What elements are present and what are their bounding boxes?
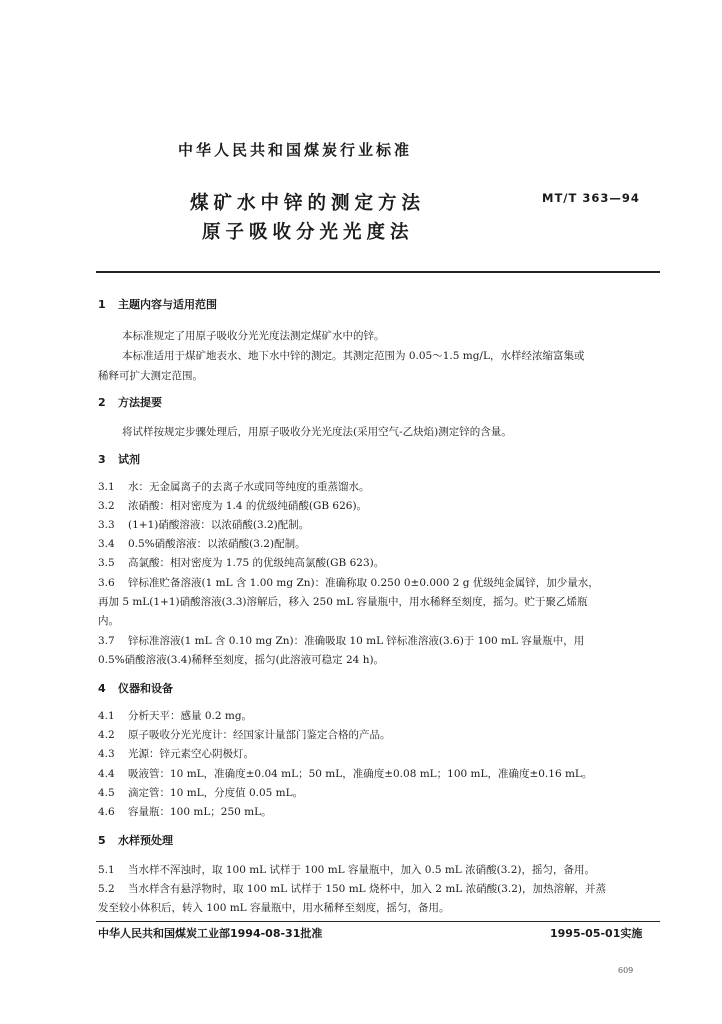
- item-text: 浓硝酸：相对密度为 1.4 的优级纯硝酸(GB 626)。: [128, 500, 368, 512]
- section-1-title: 主题内容与适用范围: [118, 298, 217, 311]
- issuing-organization: 中华人民共和国煤炭行业标准: [178, 141, 413, 159]
- item-number: 5.1: [98, 864, 115, 876]
- standard-code: MT/T 363—94: [542, 191, 640, 205]
- item-text: 光源：锌元素空心阴极灯。: [128, 748, 254, 760]
- list-item: [98, 804, 272, 819]
- list-item: [98, 575, 599, 590]
- header-divider: [96, 271, 660, 273]
- item-text: 当水样不浑浊时，取 100 mL 试样于 100 mL 容量瓶中，加入 0.5 mL 浓硝酸(3.2)，摇匀，备用。: [128, 864, 595, 876]
- item-number: 3.3: [98, 519, 115, 531]
- item-text: 容量瓶：100 mL；250 mL。: [128, 806, 272, 818]
- section-5-title: 水样预处理: [118, 834, 173, 847]
- item-text: 吸液管：10 mL，准确度±0.04 mL；50 mL，准确度±0.08 mL；100 mL，准确度±0.16 mL。: [128, 768, 593, 780]
- section-4-number: 4: [98, 682, 106, 695]
- list-item-continuation: 内。: [98, 615, 119, 627]
- section-3-heading: [98, 451, 140, 467]
- list-item: [98, 498, 367, 513]
- section-1-heading: [98, 296, 217, 312]
- section-1-number: 1: [98, 298, 106, 311]
- list-item: [98, 536, 306, 551]
- item-number: 3.6: [98, 577, 115, 589]
- section-4-heading: [98, 680, 173, 696]
- section-2-title: 方法提要: [118, 396, 162, 409]
- list-item: [98, 479, 370, 494]
- list-item: [98, 785, 303, 800]
- item-text: 当水样含有悬浮物时，取 100 mL 试样于 150 mL 烧杯中，加入 2 mL 浓硝酸(3.2)，加热溶解，并蒸: [128, 883, 606, 895]
- section-2-heading: [98, 394, 162, 410]
- list-item: [98, 727, 391, 742]
- item-number: 4.5: [98, 787, 115, 799]
- item-text: 高氯酸：相对密度为 1.75 的优级纯高氯酸(GB 623)。: [128, 557, 385, 569]
- item-number: 5.2: [98, 883, 115, 895]
- section-2-para-1: 将试样按规定步骤处理后，用原子吸收分光光度法(采用空气-乙炔焰)测定锌的含量。: [122, 426, 512, 438]
- item-number: 3.7: [98, 635, 115, 647]
- list-item: [98, 708, 252, 723]
- item-number: 4.4: [98, 768, 115, 780]
- section-1-para-2-cont: 稀释可扩大测定范围。: [98, 370, 203, 382]
- section-3-number: 3: [98, 453, 106, 466]
- item-number: 3.5: [98, 557, 115, 569]
- list-item: [98, 881, 606, 896]
- item-number: 4.6: [98, 806, 115, 818]
- item-number: 4.2: [98, 729, 115, 741]
- list-item-continuation: 0.5%硝酸溶液(3.4)稀释至刻度，摇匀(此溶液可稳定 24 h)。: [98, 654, 385, 666]
- implementation-date: 1995-05-01实施: [550, 927, 643, 940]
- approval-line: 中华人民共和国煤炭工业部1994-08-31批准: [98, 927, 323, 940]
- section-5-number: 5: [98, 834, 106, 847]
- section-2-number: 2: [98, 396, 106, 409]
- item-number: 3.2: [98, 500, 115, 512]
- item-text: 锌标准贮备溶液(1 mL 含 1.00 mg Zn)：准确称取 0.250 0±0.000 2 g 优级纯金属锌，加少量水，: [128, 577, 599, 589]
- list-item: [98, 766, 592, 781]
- page-number: 609: [618, 966, 634, 975]
- list-item: [98, 517, 309, 532]
- section-5-heading: [98, 832, 173, 848]
- item-text: 锌标准溶液(1 mL 含 0.10 mg Zn)：准确吸取 10 mL 锌标准溶液(3.6)于 100 mL 容量瓶中，用: [128, 635, 585, 647]
- item-text: 原子吸收分光光度计：经国家计量部门鉴定合格的产品。: [128, 729, 391, 741]
- section-3-title: 试剂: [118, 453, 140, 466]
- list-item: [98, 633, 584, 648]
- list-item: [98, 862, 595, 877]
- document-title-line-1: 煤矿水中锌的测定方法: [190, 193, 426, 214]
- item-text: 分析天平：感量 0.2 mg。: [128, 710, 253, 722]
- item-number: 3.4: [98, 538, 115, 550]
- item-number: 3.1: [98, 481, 115, 493]
- item-number: 4.1: [98, 710, 115, 722]
- list-item: [98, 555, 384, 570]
- item-text: (1+1)硝酸溶液：以浓硝酸(3.2)配制。: [128, 519, 310, 531]
- section-1-para-2: 本标准适用于煤矿地表水、地下水中锌的测定。其测定范围为 0.05～1.5 mg/L，水样经浓缩富集或: [122, 350, 585, 362]
- item-text: 滴定管：10 mL，分度值 0.05 mL。: [128, 787, 304, 799]
- item-number: 4.3: [98, 748, 115, 760]
- list-item-continuation: 再加 5 mL(1+1)硝酸溶液(3.3)溶解后，移入 250 mL 容量瓶中，用水稀释至刻度，摇匀。贮于聚乙烯瓶: [98, 596, 588, 608]
- item-text: 0.5%硝酸溶液：以浓硝酸(3.2)配制。: [128, 538, 306, 550]
- document-title-line-2: 原子吸收分光光度法: [202, 222, 414, 243]
- list-item-continuation: 发至较小体积后，转入 100 mL 容量瓶中，用水稀释至刻度，摇匀，备用。: [98, 902, 450, 914]
- list-item: [98, 746, 254, 761]
- footer-divider: [96, 921, 660, 922]
- section-4-title: 仪器和设备: [118, 682, 173, 695]
- section-1-para-1: 本标准规定了用原子吸收分光光度法测定煤矿水中的锌。: [122, 330, 385, 342]
- item-text: 水：无金属离子的去离子水或同等纯度的重蒸馏水。: [128, 481, 370, 493]
